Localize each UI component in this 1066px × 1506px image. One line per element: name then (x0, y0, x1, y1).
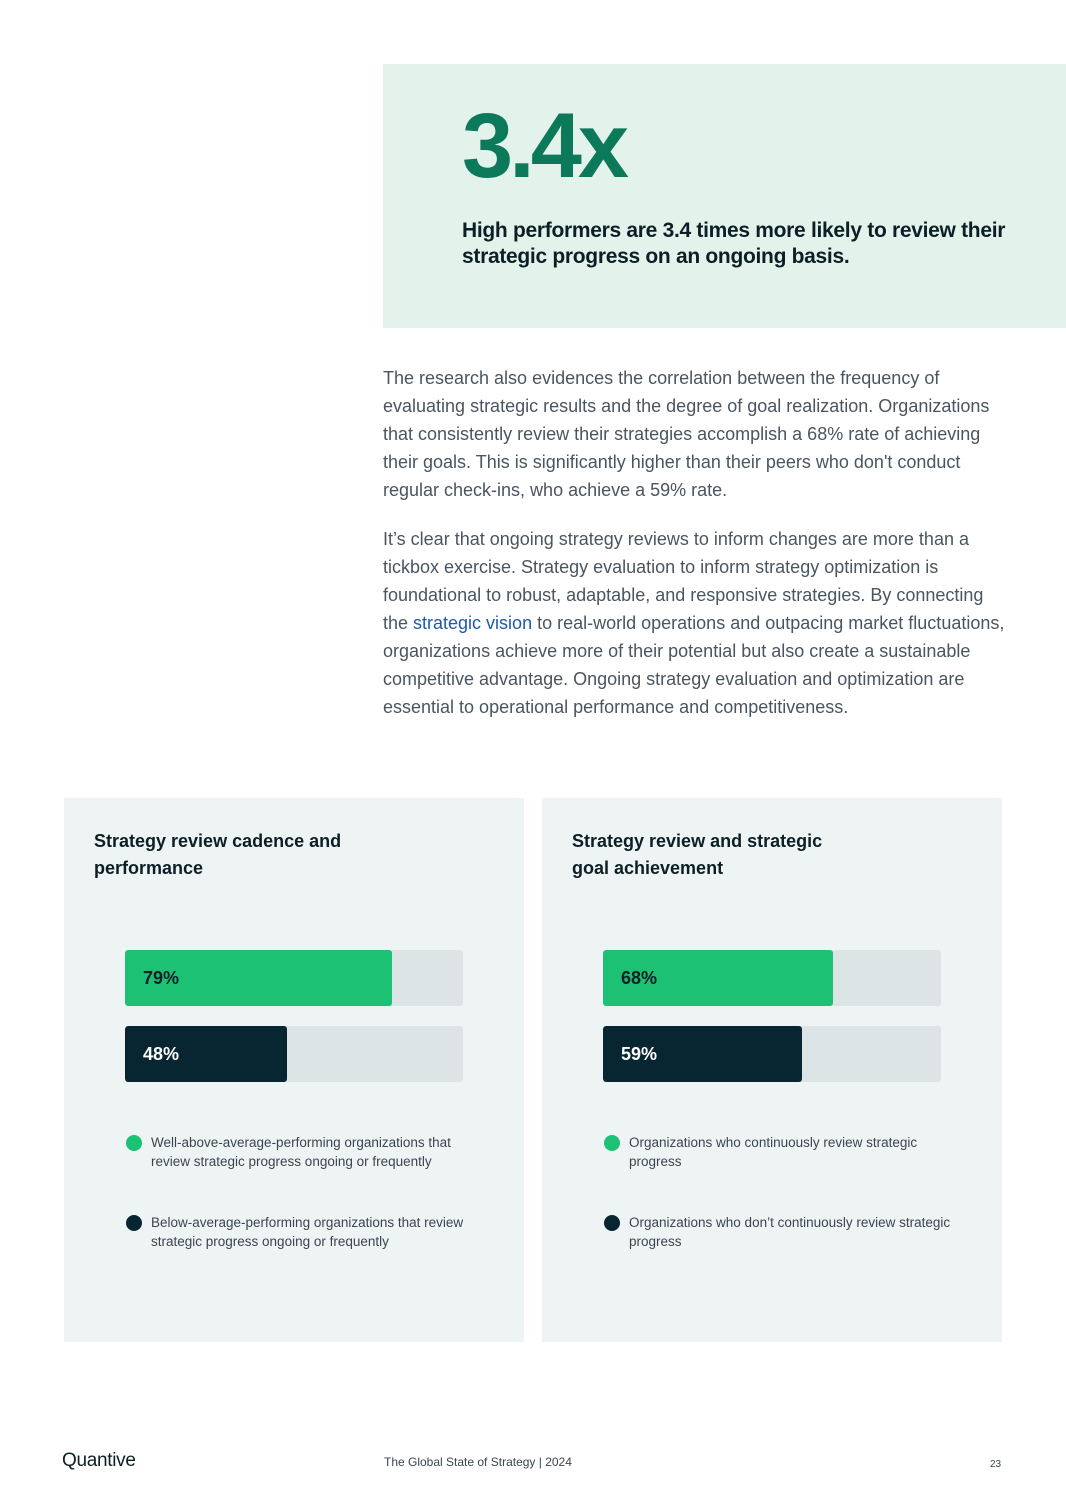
legend-item (604, 1214, 959, 1251)
bar-high-performers (125, 950, 392, 1006)
legend-dot-icon (126, 1215, 142, 1231)
stat-value: 3.4x (462, 95, 626, 197)
legend-dot-icon (126, 1135, 142, 1151)
bar-track (603, 950, 941, 1006)
legend-label: Below-average-performing organizations that review strategic progress ongoing or frequently (151, 1215, 464, 1249)
stat-description: High performers are 3.4 times more likely to review their strategic progress on an ongoing basis. (462, 219, 1006, 268)
bar-track (125, 1026, 463, 1082)
bar-low-performers (125, 1026, 287, 1082)
legend-item (604, 1134, 959, 1171)
chart-title: Strategy review cadence and performance (94, 831, 342, 878)
paragraph-2-start: It’s clear that ongoing strategy reviews to inform changes are more than a tickbox exercise. Strategy evaluation to inform strategy optimization is foundational to robust, adaptable, and responsive strategies. By connecting the (383, 529, 984, 633)
page-number: 23 (990, 1459, 1002, 1470)
chart-title: Strategy review and strategic goal achievement (572, 831, 823, 878)
chart-card-goal-achievement (542, 798, 1002, 1342)
body-copy (383, 364, 1009, 742)
footer-report-title: The Global State of Strategy | 2024 (384, 1455, 572, 1469)
brand-logo: Quantive (62, 1450, 136, 1471)
strategic-vision-link[interactable]: strategic vision (413, 613, 533, 633)
bar-no-continuous-review (603, 1026, 802, 1082)
legend-dot-icon (604, 1135, 620, 1151)
paragraph-2-end: to real-world operations and outpacing market fluctuations, organizations achieve more of their potential but also create a sustainable competitive advantage. Ongoing strategy evaluation and optimization are essential to operational performance and competitiveness. (383, 613, 1005, 717)
legend-label: Well-above-average-performing organizations that review strategic progress ongoing or frequently (151, 1135, 451, 1169)
bar-label: 59% (621, 1044, 658, 1064)
chart-card-review-cadence (64, 798, 524, 1342)
paragraph-2 (383, 525, 1009, 721)
paragraph-1: The research also evidences the correlation between the frequency of evaluating strategic results and the degree of goal realization. Organizations that consistently review their strategies accomplish a 68% rate of achieving their goals. This is significantly higher than their peers who don't conduct regular check-ins, who achieve a 59% rate. (383, 368, 990, 500)
legend-item (126, 1134, 481, 1171)
legend-item (126, 1214, 481, 1251)
bar-track (125, 950, 463, 1006)
legend-label: Organizations who continuously review strategic progress (629, 1135, 918, 1169)
bar-label: 48% (143, 1044, 180, 1064)
bar-label: 79% (143, 968, 180, 988)
bar-track (603, 1026, 941, 1082)
bar-continuous-review (603, 950, 833, 1006)
stat-callout (383, 64, 1066, 328)
legend-label: Organizations who don’t continuously review strategic progress (629, 1215, 951, 1249)
bar-label: 68% (621, 968, 658, 988)
legend-dot-icon (604, 1215, 620, 1231)
